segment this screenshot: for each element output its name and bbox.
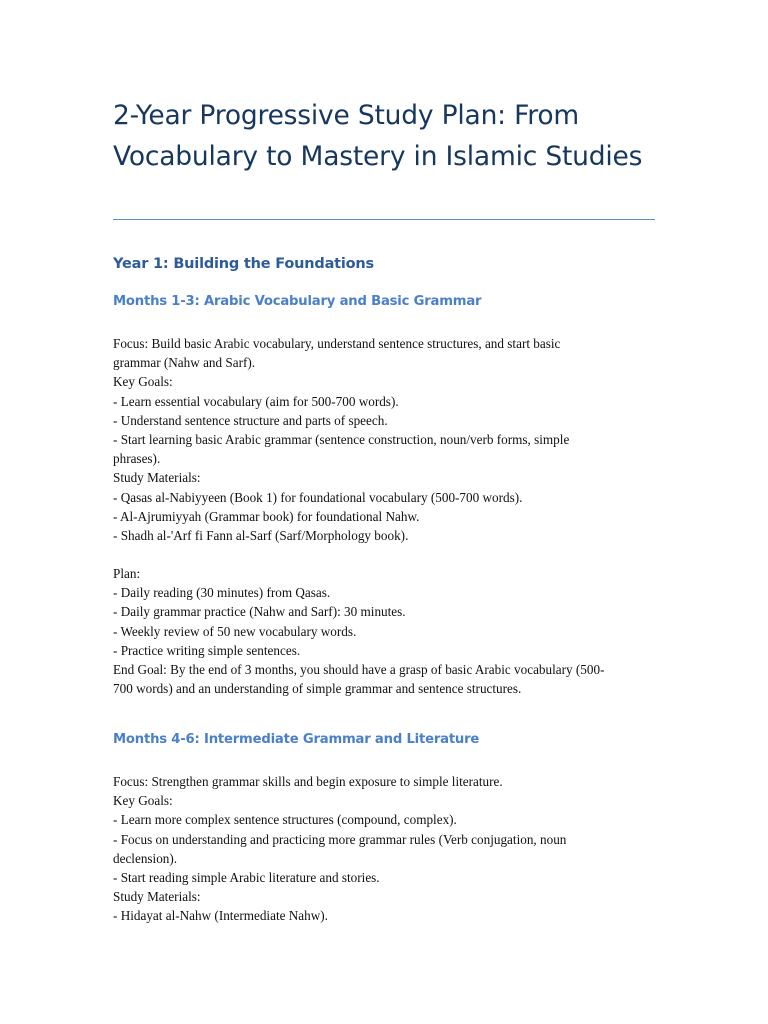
text-line: Key Goals: — [113, 793, 173, 809]
months-1-3-paragraph-1 — [113, 334, 655, 545]
months-4-6-paragraph-1 — [113, 772, 655, 926]
text-line: - Start learning basic Arabic grammar (sentence construction, noun/verb forms, simple — [113, 432, 570, 448]
text-line: declension). — [113, 850, 178, 866]
text-line: grammar (Nahw and Sarf). — [113, 355, 256, 371]
months-4-6-heading: Months 4-6: Intermediate Grammar and Literature — [113, 732, 480, 747]
months-1-3-heading: Months 1-3: Arabic Vocabulary and Basic Grammar — [113, 294, 482, 309]
text-line: - Practice writing simple sentences. — [113, 642, 301, 658]
text-line: - Daily reading (30 minutes) from Qasas. — [113, 585, 331, 601]
text-line: Focus: Strengthen grammar skills and begin exposure to simple literature. — [113, 774, 503, 789]
text-line: Study Materials: — [113, 470, 201, 486]
text-line: - Hidayat al-Nahw (Intermediate Nahw). — [113, 908, 328, 924]
months-1-3-paragraph-2 — [113, 564, 655, 698]
text-line: Plan: — [113, 566, 141, 581]
text-line: - Shadh al-'Arf fi Fann al-Sarf (Sarf/Morphology book). — [113, 528, 409, 544]
text-line: Focus: Build basic Arabic vocabulary, understand sentence structures, and start basic — [113, 336, 561, 351]
document-title: 2-Year Progressive Study Plan: From Vocabulary to Mastery in Islamic Studies — [113, 100, 643, 172]
text-line: - Daily grammar practice (Nahw and Sarf): 30 minutes. — [113, 604, 406, 620]
text-line: End Goal: By the end of 3 months, you should have a grasp of basic Arabic vocabulary (500- — [113, 662, 605, 678]
text-line: - Weekly review of 50 new vocabulary words. — [113, 623, 357, 639]
text-line: - Qasas al-Nabiyyeen (Book 1) for foundational vocabulary (500-700 words). — [113, 489, 523, 505]
text-line: 700 words) and an understanding of simple grammar and sentence structures. — [113, 681, 522, 697]
year1-heading: Year 1: Building the Foundations — [113, 256, 374, 272]
text-line: - Understand sentence structure and parts of speech. — [113, 412, 388, 428]
text-line: - Al-Ajrumiyyah (Grammar book) for foundational Nahw. — [113, 508, 420, 524]
text-line: phrases). — [113, 451, 161, 467]
text-line: Key Goals: — [113, 374, 173, 390]
text-line: - Learn essential vocabulary (aim for 500-700 words). — [113, 393, 399, 409]
text-line: - Start reading simple Arabic literature and stories. — [113, 870, 380, 886]
text-line: Study Materials: — [113, 889, 201, 905]
text-line: - Focus on understanding and practicing more grammar rules (Verb conjugation, noun — [113, 831, 567, 847]
text-line: - Learn more complex sentence structures (compound, complex). — [113, 812, 457, 828]
title-underline — [113, 219, 655, 220]
